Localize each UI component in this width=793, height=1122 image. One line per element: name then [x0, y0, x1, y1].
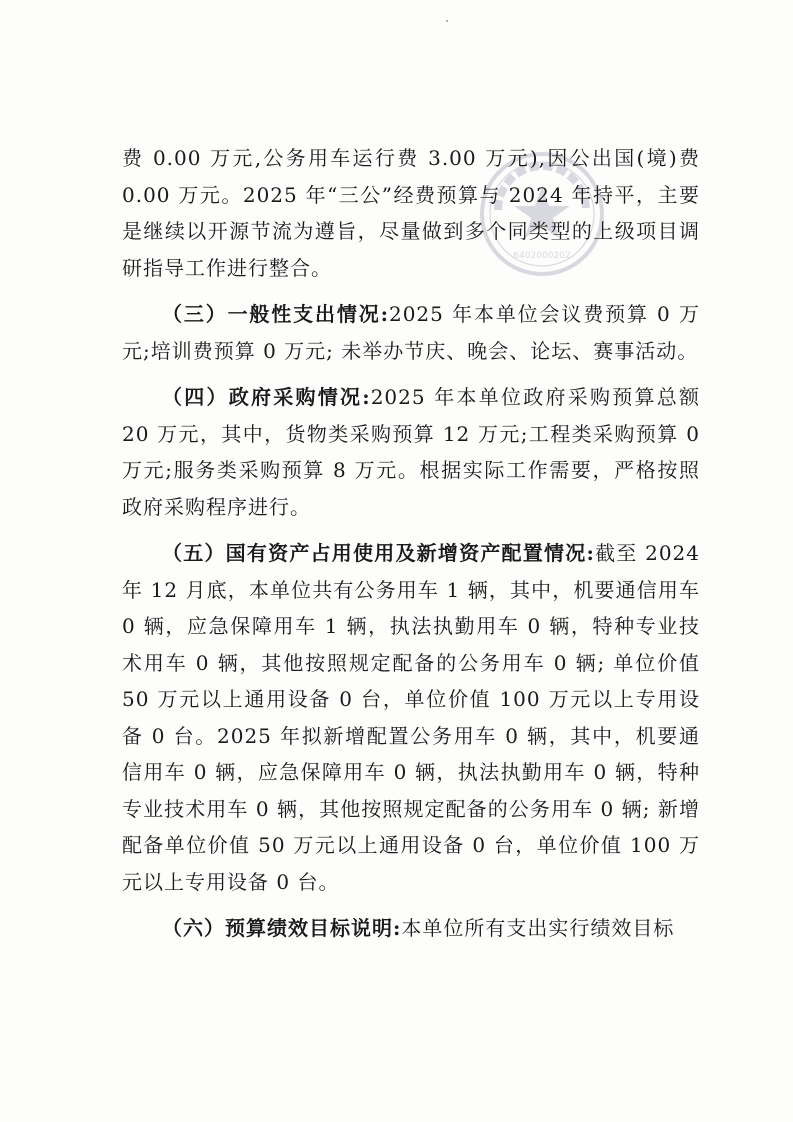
- paragraph-three-public-expenses: [122, 140, 700, 286]
- paragraph-general-expenses: [122, 296, 700, 369]
- paragraph-performance-goals: [122, 910, 700, 947]
- paragraph-text: 本单位所有支出实行绩效目标: [401, 916, 675, 940]
- paragraph-text: 2025 年本单位会议费预算 0 万元;培训费预算 0 万元; 未举办节庆、晚会、论坛、赛事活动。: [122, 302, 700, 363]
- section-heading: （六）预算绩效目标说明:: [162, 916, 402, 940]
- paragraph-text: 截至 2024 年 12 月底，本单位共有公务用车 1 辆，其中，机要通信用车 0 辆，应急保障用车 1 辆，执法执勤用车 0 辆，特种专业技术用车 0 辆，其他按照规定配备的公务用车 0 辆; 单位价值 50 万元以上通用设备 0 台，单位价值 100 万元以上专用设备 0 台。2025 年拟新增配置公务用车 0 辆，其中，机要通信用车 0 辆，应急保障用车 0 辆，执法执勤用车 0 辆，特种专业技术用车 0 辆，其他按照规定配备的公务用车 0 辆; 新增配备单位价值 50 万元以上通用设备 0 台，单位价值 100 万元以上专用设备 0 台。: [122, 541, 700, 894]
- paragraph-text: 2025 年本单位政府采购预算总额 20 万元，其中，货物类采购预算 12 万元;工程类采购预算 0 万元;服务类采购预算 8 万元。根据实际工作需要，严格按照政府采购程序进行。: [122, 385, 700, 519]
- section-heading: （五）国有资产占用使用及新增资产配置情况:: [162, 541, 595, 565]
- paragraph-government-procurement: [122, 379, 700, 525]
- paragraph-text: 费 0.00 万元,公务用车运行费 3.00 万元),因公出国(境)费 0.00 万元。2025 年“三公”经费预算与 2024 年持平，主要是继续以开源节流为遵旨，尽量做到多个同类型的上级项目调研指导工作进行整合。: [122, 146, 700, 280]
- section-heading: （三）一般性支出情况:: [162, 302, 389, 326]
- svg-text:6402000202: 6402000202: [513, 251, 571, 261]
- section-heading: （四）政府采购情况:: [162, 385, 371, 409]
- scan-speck: [446, 20, 448, 22]
- paragraph-state-assets: [122, 535, 700, 900]
- body-text: [122, 140, 700, 947]
